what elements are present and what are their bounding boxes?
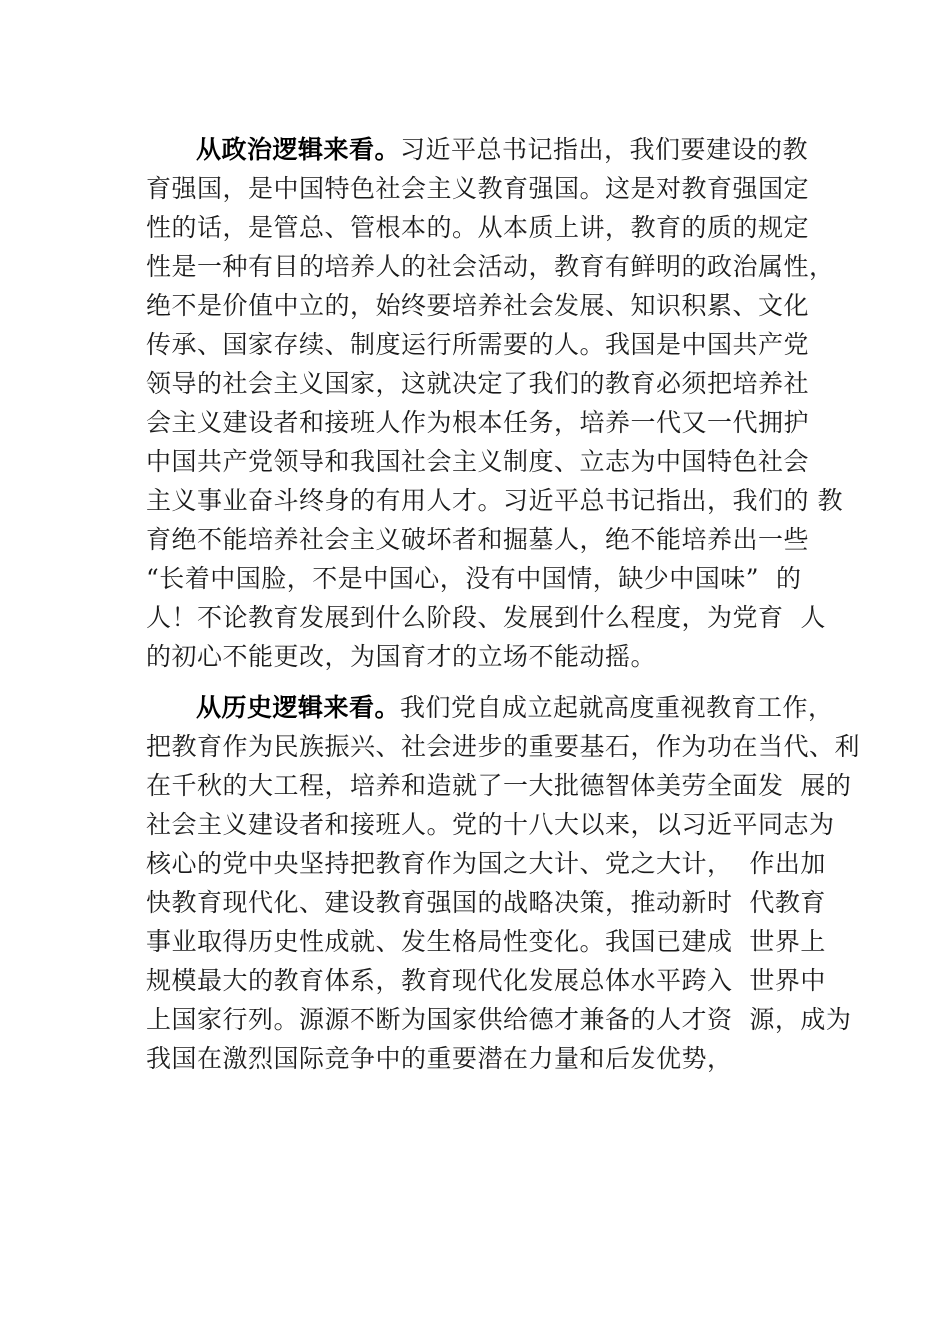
paragraph-line: 会主义建设者和接班人作为根本任务，培养一代又一代拥护: [146, 408, 810, 437]
paragraph-text: 习近平总书记指出，我们要建设的教: [400, 135, 809, 164]
paragraph-line: 我国在激烈国际竞争中的重要潜在力量和后发优势，: [146, 1044, 733, 1073]
paragraph-line: 育绝不能培养社会主义破坏者和掘墓人，绝不能培养出一些: [146, 525, 810, 554]
paragraph-line: “长着中国脸，不是中国心，没有中国情，缺少中国味” 的: [146, 564, 802, 593]
paragraph-line: 育强国，是中国特色社会主义教育强国。这是对教育强国定: [146, 174, 810, 203]
paragraph-line: 在千秋的大工程，培养和造就了一大批德智体美劳全面发 展的: [146, 771, 852, 800]
paragraph-line: 中国共产党领导和我国社会主义制度、立志为中国特色社会: [146, 447, 810, 476]
paragraph-line: 把教育作为民族振兴、社会进步的重要基石，作为功在当代、利: [146, 732, 861, 761]
paragraph-political-logic: [146, 130, 846, 676]
paragraph-historical-logic: [146, 688, 861, 1078]
paragraph-line: 人！不论教育发展到什么阶段、发展到什么程度，为党育 人: [146, 603, 826, 632]
paragraph-line: 领导的社会主义国家，这就决定了我们的教育必须把培养社: [146, 369, 810, 398]
paragraph-line: 性是一种有目的培养人的社会活动，教育有鲜明的政治属性，: [146, 252, 835, 281]
paragraph-line: 传承、国家存续、制度运行所需要的人。我国是中国共产党: [146, 330, 810, 359]
paragraph-line: 的初心不能更改，为国育才的立场不能动摇。: [146, 642, 657, 671]
paragraph-heading: 从政治逻辑来看。: [196, 135, 401, 164]
paragraph-line: 上国家行列。源源不断为国家供给德才兼备的人才资 源，成为: [146, 1005, 852, 1034]
paragraph-line: [146, 688, 846, 727]
paragraph-text: 我们党自成立起就高度重视教育工作，: [400, 693, 834, 722]
paragraph-line: 事业取得历史性成就、发生格局性变化。我国已建成 世界上: [146, 927, 826, 956]
paragraph-line: 绝不是价值中立的，始终要培养社会发展、知识积累、文化: [146, 291, 810, 320]
paragraph-line: 性的话，是管总、管根本的。从本质上讲，教育的质的规定: [146, 213, 810, 242]
paragraph-heading: 从历史逻辑来看。: [196, 693, 401, 722]
paragraph-line: 社会主义建设者和接班人。党的十八大以来，以习近平同志为: [146, 810, 835, 839]
paragraph-line: 主义事业奋斗终身的有用人才。习近平总书记指出，我们的 教: [146, 486, 843, 515]
paragraph-line: 规模最大的教育体系，教育现代化发展总体水平跨入 世界中: [146, 966, 826, 995]
paragraph-line: 核心的党中央坚持把教育作为国之大计、党之大计， 作出加: [146, 849, 826, 878]
paragraph-line: 快教育现代化、建设教育强国的战略决策，推动新时 代教育: [146, 888, 826, 917]
paragraph-line: [146, 130, 846, 169]
